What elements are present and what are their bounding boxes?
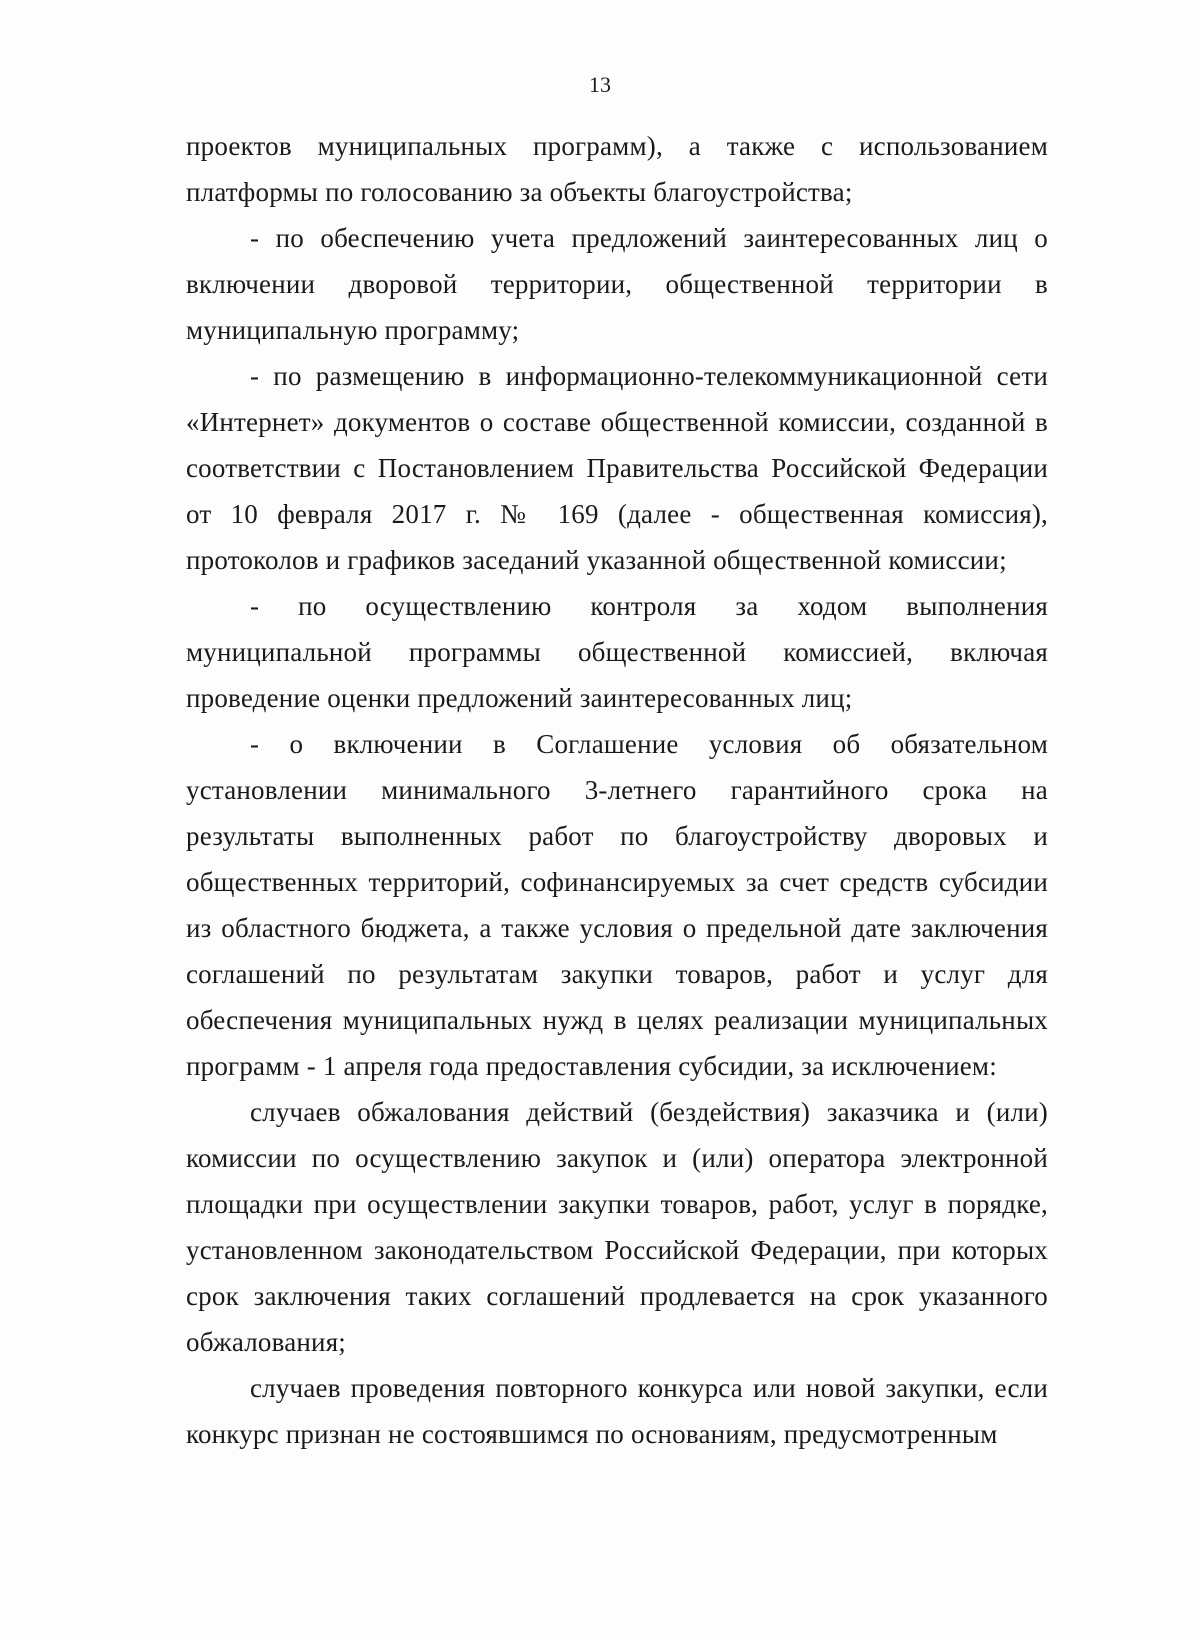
paragraph-program-control: - по осуществлению контроля за ходом выполнения муниципальной программы общественной комиссией, включая проведение оценки предложений заинтересованных лиц;: [186, 591, 1048, 713]
paragraph-appeal-exception: случаев обжалования действий (бездействия) заказчика и (или) комиссии по осуществлению закупок и (или) оператора электронной площадки при осуществлении закупки товаров, работ, услуг в порядке, установленном законодательством Российской Федерации, при которых срок заключения таких соглашений продлевается на срок указанного обжалования;: [186, 1097, 1048, 1357]
paragraph-proposals-accounting: - по обеспечению учета предложений заинтересованных лиц о включении дворовой территории, общественной территории в муниципальную программу;: [186, 223, 1048, 345]
paragraph-internet-publication: - по размещению в информационно-телекоммуникационной сети «Интернет» документов о составе общественной комиссии, созданной в соответствии с Постановлением Правительства Российской Федерации от 10 февраля 2017 г. № 169 (далее - общественная комиссия), протоколов и графиков заседаний указанной общественной комиссии;: [186, 361, 1048, 575]
paragraph-repeat-tender-exception: случаев проведения повторного конкурса или новой закупки, если конкурс признан не состоявшимся по основаниям, предусмотренным: [186, 1373, 1048, 1449]
page-number: 13: [589, 72, 611, 97]
paragraph-warranty-terms: - о включении в Соглашение условия об обязательном установлении минимального 3-летнего гарантийного срока на результаты выполненных работ по благоустройству дворовых и общественных территорий, софинансируемых за счет средств субсидии из областного бюджета, а также условия о предельной дате заключения соглашений по результатам закупки товаров, работ и услуг для обеспечения муниципальных нужд в целях реализации муниципальных программ - 1 апреля года предоставления субсидии, за исключением:: [186, 729, 1048, 1081]
paragraph-continuation: проектов муниципальных программ), а также с использованием платформы по голосованию за объекты благоустройства;: [186, 131, 1048, 207]
document-body: [186, 123, 1048, 1457]
